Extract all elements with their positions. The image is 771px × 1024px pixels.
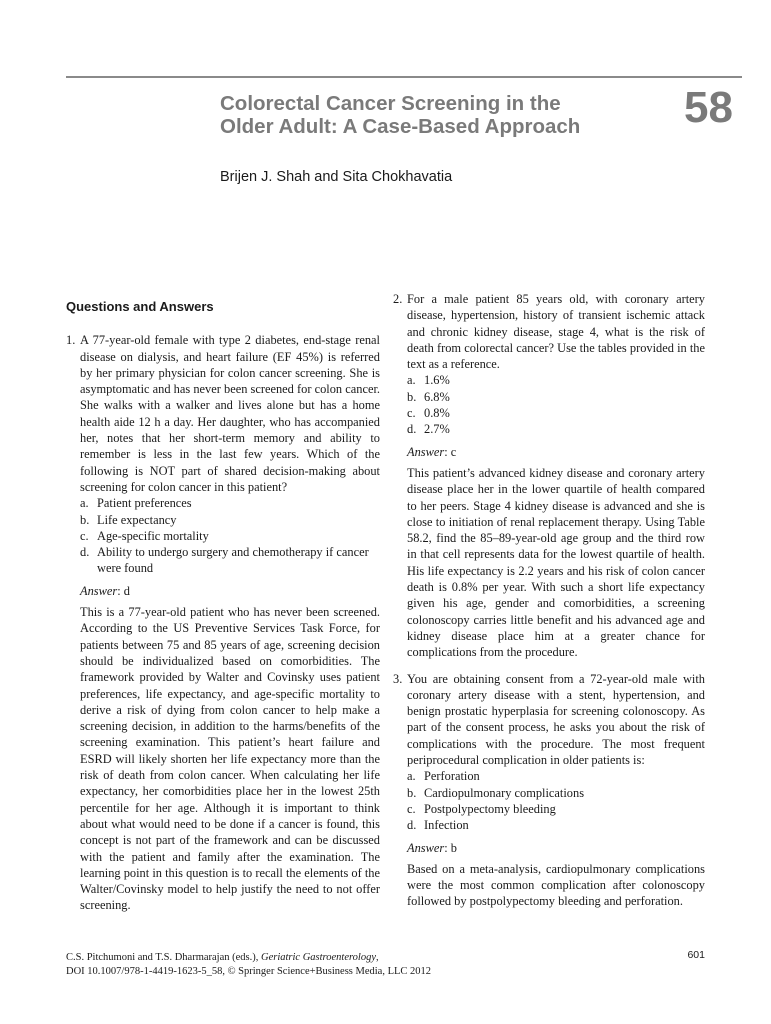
option-list bbox=[66, 495, 380, 576]
citation-prefix: C.S. Pitchumoni and T.S. Dharmarajan (eds.), bbox=[66, 952, 261, 963]
spacer bbox=[393, 661, 705, 671]
answer-label: Answer bbox=[80, 583, 118, 598]
option-item bbox=[80, 512, 380, 528]
option-letter: b. bbox=[80, 512, 90, 527]
option-text: 1.6% bbox=[424, 373, 450, 388]
answer-explanation: This is a 77-year-old patient who has never been screened. According to the US Preventive Services Task Force, for patients between 75 and 85 years of age, screening decision should be individualized based on comorbidities. The framework provided by Walter and Covinsky uses patient preferences, life expectancy, and age-specific mortality to derive a risk of dying from colon cancer to help make a screening decision, in addition to the harms/benefits of the screening examination. This patient’s heart failure and ESRD will likely shorten her life expectancy more than the risk of death from colon cancer. When calculating her life expectancy, her comorbidities place her in the lowest 25th percentile for her age. Although it is important to think about what would need to be done if a cancer is found, this concept is not part of the framework and can be discussed with the patient and family after the examination. The learning point in this question is to recall the elements of the Walter/Covinsky model to help justify the need to not offer screening. bbox=[80, 605, 380, 913]
option-text: 6.8% bbox=[424, 389, 450, 404]
option-letter: c. bbox=[407, 406, 416, 421]
option-text: Infection bbox=[424, 818, 469, 833]
question-number: 1. bbox=[66, 333, 76, 348]
question-number: 3. bbox=[393, 671, 403, 686]
option-letter: d. bbox=[407, 818, 417, 833]
option-item bbox=[407, 817, 705, 833]
option-item bbox=[407, 768, 705, 784]
answer-explanation: This patient’s advanced kidney disease and coronary artery disease place her in the lower quartile of health compared to her peers. Stage 4 kidney disease is advanced and she is close to initiation of renal replacement therapy. Using Table 58.2, find the 85–89-year-old age group and the third row in that cell represents data for the lowest quartile of health. His life expectancy is 2.2 years and his risk of colon cancer death is 0.8% per year. With such a short life expectancy given his age, gender and comorbidities, a screening colonoscopy carries little benefit and his advanced age and kidney disease place him at a greater chance for complications from the procedure. bbox=[407, 465, 705, 660]
answer-value: : c bbox=[444, 444, 457, 459]
option-letter: d. bbox=[80, 545, 90, 560]
option-text: Cardiopulmonary complications bbox=[424, 785, 585, 800]
option-text: 2.7% bbox=[424, 422, 450, 437]
answer-explanation: Based on a meta-analysis, cardiopulmonary complications were the most common complication after colonoscopy followed by postpolypectomy bleeding and perforation. bbox=[407, 861, 705, 909]
footer-citation bbox=[66, 951, 431, 979]
question-text: A 77-year-old female with type 2 diabetes, end-stage renal disease on dialysis, and heart failure (EF 45%) is referred by her primary physician for colon cancer screening. She is asymptomatic and has never been screened for colon cancer. She walks with a walker and lives alone but has a home health aide 12 h a day. Her daughter, who has accompanied her, notes that her short-term memory and ability to remember is less in the last few years. Which of the following is NOT part of shared decision-making about screening for colon cancer in this patient? bbox=[80, 333, 380, 494]
chapter-title bbox=[220, 92, 580, 138]
chapter-title-line-1: Colorectal Cancer Screening in the bbox=[220, 92, 561, 115]
section-heading: Questions and Answers bbox=[66, 299, 214, 314]
option-letter: b. bbox=[407, 785, 417, 800]
option-item bbox=[407, 389, 705, 405]
option-item bbox=[80, 528, 380, 544]
option-text: 0.8% bbox=[424, 406, 450, 421]
answer-value: : b bbox=[444, 840, 457, 855]
page-number: 601 bbox=[687, 949, 705, 961]
question-1 bbox=[66, 332, 380, 913]
option-item bbox=[407, 801, 705, 817]
book-title: Geriatric Gastroenterology bbox=[261, 952, 376, 963]
chapter-title-line-2: Older Adult: A Case-Based Approach bbox=[220, 115, 581, 138]
option-text: Ability to undergo surgery and chemotherapy if cancer were found bbox=[97, 545, 369, 576]
option-item bbox=[80, 544, 380, 577]
question-text: You are obtaining consent from a 72-year-old male with coronary artery disease with a stent, hypertension, and benign prostatic hyperplasia for screening colonoscopy. As part of the consent process, he asks you about the risk of complications with the procedure. The most frequent periprocedural complication in older patients is: bbox=[407, 671, 705, 768]
option-text: Perforation bbox=[424, 769, 480, 784]
question-2 bbox=[393, 291, 705, 661]
right-column bbox=[393, 291, 705, 910]
answer-label: Answer bbox=[407, 444, 445, 459]
answer-line bbox=[393, 444, 705, 460]
option-letter: b. bbox=[407, 389, 417, 404]
doi-line: DOI 10.1007/978-1-4419-1623-5_58, © Springer Science+Business Media, LLC 2012 bbox=[66, 966, 432, 977]
option-letter: d. bbox=[407, 422, 417, 437]
chapter-number: 58 bbox=[684, 83, 733, 132]
answer-label: Answer bbox=[407, 840, 445, 855]
option-item bbox=[80, 495, 380, 511]
answer-value: : d bbox=[117, 583, 130, 598]
option-text: Age-specific mortality bbox=[97, 528, 209, 543]
option-letter: a. bbox=[80, 496, 89, 511]
option-text: Life expectancy bbox=[97, 512, 177, 527]
option-letter: a. bbox=[407, 373, 416, 388]
question-number: 2. bbox=[393, 292, 403, 306]
option-item bbox=[407, 405, 705, 421]
option-letter: c. bbox=[407, 801, 416, 816]
left-column bbox=[66, 299, 380, 914]
option-list bbox=[393, 768, 705, 833]
citation-line bbox=[66, 951, 431, 965]
chapter-authors: Brijen J. Shah and Sita Chokhavatia bbox=[220, 169, 453, 185]
option-letter: a. bbox=[407, 769, 416, 784]
option-item bbox=[407, 421, 705, 437]
answer-line bbox=[393, 840, 705, 856]
option-list bbox=[393, 372, 705, 437]
citation-suffix: , bbox=[376, 952, 379, 963]
question-text: For a male patient 85 years old, with coronary artery disease, hypertension, history of transient ischemic attack and chronic kidney disease, stage 4, what is the risk of death from colorectal cancer? Use the tables provided in the text as a reference. bbox=[407, 292, 705, 372]
option-letter: c. bbox=[80, 528, 89, 543]
option-item bbox=[407, 372, 705, 388]
option-text: Postpolypectomy bleeding bbox=[424, 801, 556, 816]
answer-line bbox=[66, 583, 380, 599]
question-3 bbox=[393, 671, 705, 910]
option-text: Patient preferences bbox=[97, 496, 192, 511]
option-item bbox=[407, 785, 705, 801]
top-rule bbox=[66, 76, 742, 78]
